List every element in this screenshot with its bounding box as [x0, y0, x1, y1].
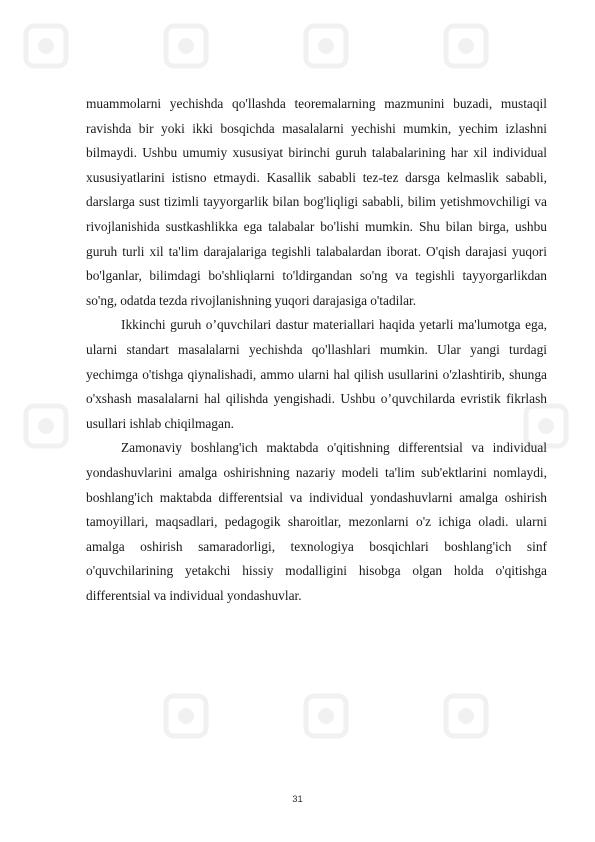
- watermark-logo-icon: [22, 22, 70, 70]
- paragraph-continuation: muammolarni yechishda qo'llashda teoremalarning mazmunini buzadi, mustaqil ravishda bir yoki ikki bosqichda masalalarni yechishi mumkin, yechim izlashni bilmaydi. Ushbu umumiy xususiyat birinchi guruh talabalarining har xil individual xususiyatlarini istisno etmaydi. Kasallik sababli tez-tez darsga kelmaslik sababli, darslarga sust tizimli tayyorgarlik bilan bog'liqligi sababli, bilim yetishmovchiligi va rivojlanishida sustkashlikka ega talabalar bo'lishi mumkin. Shu bilan birga, ushbu guruh turli xil ta'lim darajalariga tegishli talabalardan iborat. O'qish darajasi yuqori bo'lganlar, bilimdagi bo'shliqlarni to'ldirgandan so'ng va tegishli tayyorgarlikdan so'ng, odatda tezda rivojlanishning yuqori darajasiga o'tadilar.: [86, 96, 547, 308]
- document-body: [86, 92, 547, 608]
- page-number: 31: [292, 794, 303, 805]
- watermark-logo-icon: [442, 22, 490, 70]
- paragraph-modern-approach: Zamonaviy boshlang'ich maktabda o'qitishning differentsial va individual yondashuvlarini amalga oshirishning nazariy modeli ta'lim sub'ektlarini nomlaydi, boshlang'ich maktabda differentsial va individual yondashuvlarni amalga oshirish tamoyillari, maqsadlari, pedagogik sharoitlar, mezonlarni o'z ichiga oladi. ularni amalga oshirish samaradorligi, texnologiya bosqichlari boshlang'ich sinf o'quvchilarining yetakchi hissiy modalligini hisobga olgan holda o'qitishga differentsial va individual yondashuvlar.: [86, 440, 547, 603]
- paragraph-second-group: Ikkinchi guruh o’quvchilari dastur materiallari haqida yetarli ma'lumotga ega, ularni standart masalalarni yechishda qo'llashlari mumkin. Ular yangi turdagi yechimga o'tishga qiynalishadi, ammo ularni hal qilish usullarini o'zlashtirib, shunga o'xshash masalalarni hal qilishda yengishadi. Ushbu o’quvchilarda evristik fikrlash usullari ishlab chiqilmagan.: [86, 317, 547, 431]
- watermark-logo-icon: [162, 692, 210, 740]
- watermark-logo-icon: [162, 22, 210, 70]
- watermark-logo-icon: [442, 692, 490, 740]
- watermark-logo-icon: [302, 692, 350, 740]
- watermark-logo-icon: [22, 402, 70, 450]
- watermark-logo-icon: [302, 22, 350, 70]
